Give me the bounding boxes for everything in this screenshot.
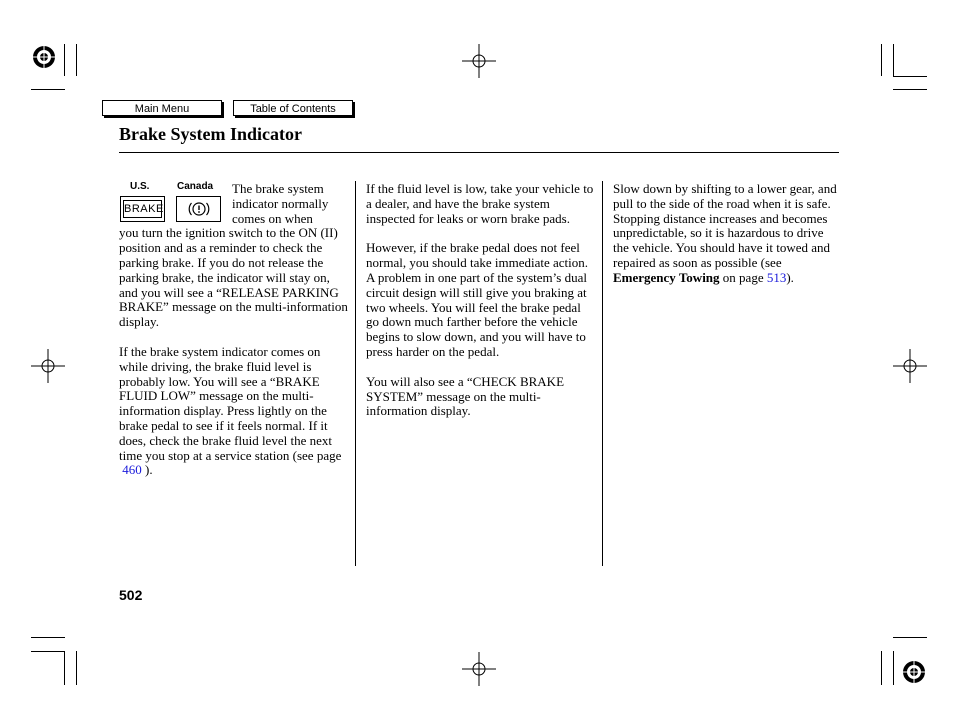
paragraph: If the fluid level is low, take your vehicle to a dealer, and have the brake system inspected for leaks or worn brake pads. xyxy=(366,181,594,226)
text-line: The brake system xyxy=(232,181,324,196)
text-line: indicator normally xyxy=(232,195,329,211)
column-2 xyxy=(366,182,596,434)
table-of-contents-button[interactable]: Table of Contents xyxy=(233,100,353,116)
crosshair-icon xyxy=(462,652,496,686)
page-title: Brake System Indicator xyxy=(119,124,302,144)
paragraph-text: on page xyxy=(722,269,764,285)
us-label: U.S. xyxy=(130,181,150,192)
paragraph xyxy=(613,182,838,286)
crosshair-icon xyxy=(31,349,65,383)
col1-wrap-text xyxy=(232,182,352,226)
brake-text-icon: BRAKE xyxy=(123,200,162,218)
registration-mark-icon xyxy=(901,659,927,685)
paragraph: You will also see a “CHECK BRAKE SYSTEM” message on the multi-information display. xyxy=(366,373,565,419)
main-menu-button[interactable]: Main Menu xyxy=(102,100,222,116)
crosshair-icon xyxy=(893,349,927,383)
registration-mark-icon xyxy=(31,44,57,70)
canada-label: Canada xyxy=(177,181,214,192)
crosshair-icon xyxy=(462,44,496,78)
brake-indicator-us xyxy=(120,196,165,222)
column-3 xyxy=(613,182,838,301)
brake-indicator-canada xyxy=(176,196,221,222)
page-link-513[interactable]: 513 xyxy=(766,269,787,285)
brake-warning-icon xyxy=(188,199,210,219)
paragraph-text: ). xyxy=(145,462,153,478)
paragraph-text: Slow down by shifting to a lower gear, and pull to the side of the road when it is safe. Stopping distance increases and becomes unpredictable, so it is hazardous to drive the vehicle. You should have it towed and repaired as soon as possible (see xyxy=(613,181,837,270)
column-divider xyxy=(355,181,356,566)
title-divider xyxy=(119,152,839,153)
page-number: 502 xyxy=(119,587,143,603)
paragraph-text: ). xyxy=(786,269,794,285)
bold-reference: Emergency Towing xyxy=(613,269,720,285)
text-line: comes on when xyxy=(232,210,313,226)
paragraph-text: If the brake system indicator comes on while driving, the brake fluid level is probably low. You will see a “BRAKE FLUID LOW” message on the multi-information display. Press lightly on the brake pedal to see if it feels normal. If it does, check the brake fluid level the next time you stop at a service station (see page xyxy=(119,343,342,463)
column-divider xyxy=(602,181,603,566)
paragraph xyxy=(119,345,349,478)
paragraph: you turn the ignition switch to the ON (II) position and as a reminder to check the parking brake. If you do not release the parking brake, the indicator will stay on, and you will see a “RELEASE PARKING BRAKE” message on the multi-information display. xyxy=(119,225,348,330)
page-link-460[interactable]: 460 xyxy=(122,462,142,478)
column-1 xyxy=(119,226,349,493)
paragraph: However, if the brake pedal does not feel normal, you should take immediate action. A problem in one part of the system’s dual circuit design will still give you braking at two wheels. You will feel the brake pedal go down much farther before the vehicle begins to slow down, and you will have to press harder on the pedal. xyxy=(366,240,589,359)
